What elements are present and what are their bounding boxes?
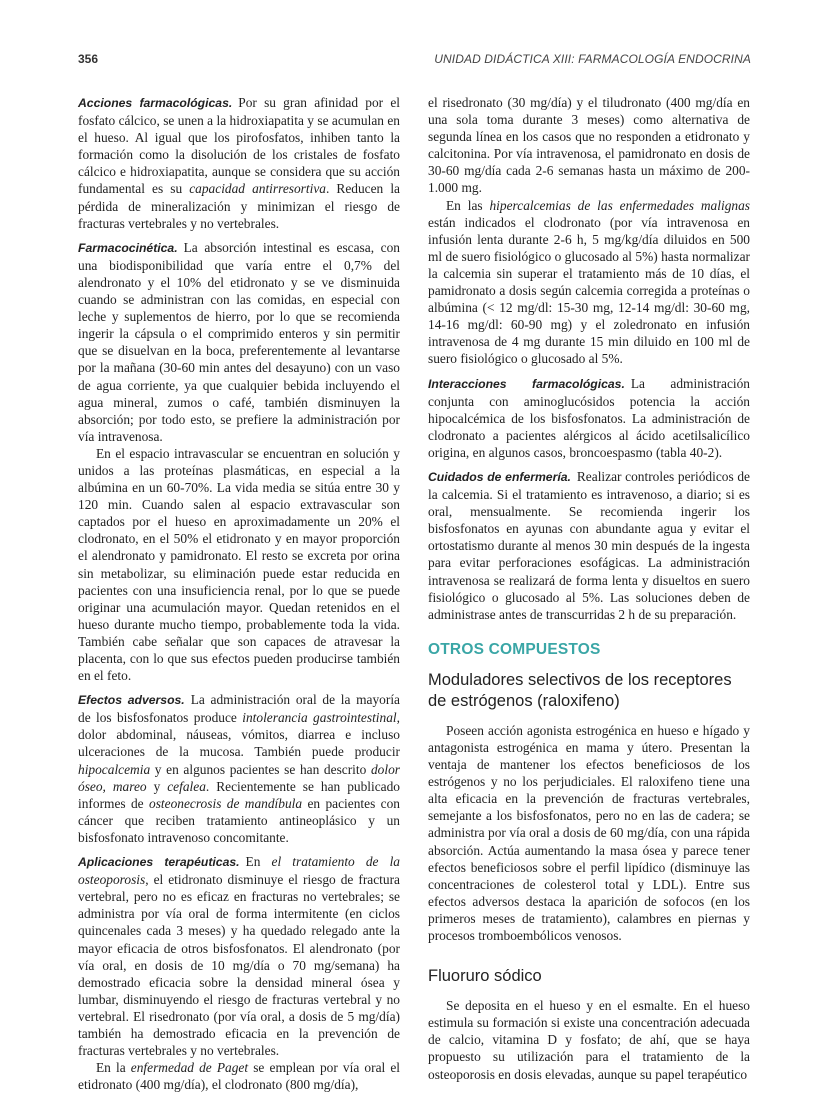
paragraph-fluoruro: Se deposita en el hueso y en el esmalte. En el hueso estimula su formación si existe una concentración adecuada de calcio, vitamina D y fosfato; de ahí, que se haya propuesto su utilización para el tratamiento de la osteoporosis en dosis elevadas, aunque su papel terapéutico [428,998,750,1082]
lead-interacciones: Interacciones farmacológicas. [428,376,625,391]
italic-text: intolerancia gastrointestinal [242,710,397,726]
paragraph-espacio: En el espacio intravascular se encuentran en solución y unidos a las proteínas plasmáticas, en especial a la albúmina en un 60-70%. La vida media se sitúa entre 30 y 120 min. Cuando salen al espacio extravascular son captados por el hueso en aproximadamente un 20% el clodronato, en el 50% el etidronato y en mayor proporción el alendronato y pamidronato. El resto se excreta por orina sin metabolizar, su eliminación puede estar reducida en pacientes con una insuficiencia renal, por lo que se puede originar una acumulación mayor. Quedan retenidos en el hueso durante mucho tiempo, probablemente toda la vida. También cabe señalar que son capaces de atravesar la placenta, con lo que sus efectos pueden producirse también en el feto. [78,445,400,684]
text: , dolor abdominal, náuseas, vómitos, diarrea e incluso ulceraciones de la mucosa. También puede producir [78,710,400,760]
italic-text: dolor óseo, mareo [78,761,400,794]
page-header [78,52,751,72]
italic-text: hipocalcemia [78,761,151,777]
paragraph-raloxifeno: Poseen acción agonista estrogénica en hueso e hígado y antagonista estrogénica en mama y útero. Presentan la ventaja de mantener los efectos beneficiosos de los estrógenos y no los perjudiciales. El raloxifeno tiene una alta eficacia en la prevención de fracturas vertebrales, semejante a los bisfosfonatos, pero no en las de cadera; se administra por vía oral a dosis de 60 mg/día, con una rápida absorción. Actúa aumentando la masa ósea y parece tener efectos beneficiosos sobre el perfil lipídico (disminuye las concentraciones de colesterol total y LDL). Entre sus efectos adversos destaca la aparición de sofocos (en los primeros meses de tratamiento), calambres en piernas y procesos tromboembólicos venosos. [428,722,750,944]
text: Por su gran afinidad por el fosfato cálcico, se unen a la hidroxiapatita y se acumulan en el hueso. Al igual que los pirofosfatos, inhiben tanto la formación como la disolución de los cristales de fosfato cálcico e hidroxiapatita, aunque se considera que su acción fundamental es su [78,95,400,197]
text: Realizar controles periódicos de la calcemia. Si el tratamiento es intravenoso, a diario; si es oral, mensualmente. Se recomienda ingerir los bisfosfonatos en ayunas con abundante agua y evitar el ortostatismo durante al menos 30 min después de la ingesta para evitar perforaciones esofágicas. La administración intravenosa se realizará de forma lenta y disueltos en suero fisiológico o glucosado al 5%. Las soluciones deben de administrase antes de transcurridas 2 h de su preparación. [428,468,750,622]
text: y en algunos pacientes se han descrito [150,761,371,777]
paragraph-hipercalcemias [428,197,750,368]
subsection-title-fluoruro: Fluoruro sódico [428,967,542,986]
italic-text: hipercalcemias de las enfermedades malignas [489,197,750,213]
italic-text: osteonecrosis de mandíbula [149,795,303,811]
paragraph-continuation: el risedronato (30 mg/día) y el tiludronato (400 mg/día en una sola toma durante 3 meses) como alternativa de segunda línea en los casos que no responden a etidronato y calcitonina. Por vía intravenosa, el pamidronato en dosis de 30-60 mg/día cada 2-6 semanas hasta un máximo de 200-1.000 mg. [428,95,750,196]
text: están indicados el clodronato (por vía intravenosa en infusión lenta durante 2-6 h, 5 mg/kg/día diluidos en 500 ml de suero fisiológico o glucosado al 5%) hasta normalizar la calcemia sin superar el tratamiento más de 10 días, el pamidronato a dosis según calcemia corregida a proteínas o albúmina (< 12 mg/dl: 15-30 mg, 12-14 mg/dl: 30-60 mg, 14-16 mg/dl: 60-90 mg) y el zoledronato en infusión intravenosa de 4 mg durante 15 min diluido en 100 ml de suero fisiológico o glucosado al 5%. [428,214,750,367]
paragraph-interacciones [428,375,750,461]
text: , el etidronato disminuye el riesgo de fractura vertebral, pero no es eficaz en fracturas no vertebrales; se administra por vía oral de forma intermitente (en ciclos quincenales cada 3 meses) y ha quedado relegado ante la mayor eficacia de otros bisfosfonatos. El alendronato (por vía oral, en dosis de 10 mg/día o 70 mg/semana) ha demostrado eficacia sobre la densidad mineral ósea y lumbar, disminuyendo el riesgo de fracturas vertebral y no vertebral. El risedronato (por vía oral, a dosis de 5 mg/día) también ha demostrado eficacia en la prevención de fracturas vertebrales y no vertebrales. [78,872,400,1059]
text: En [245,854,272,870]
text: La administración oral de la mayoría de los bisfosfonatos produce [78,692,400,726]
paragraph-acciones [78,94,400,232]
italic-text: capacidad antirresortiva [189,181,326,197]
paragraph-aplicaciones [78,853,400,1059]
text: se emplean por vía oral el etidronato (400 mg/día), el clodronato (800 mg/día), [78,1060,401,1093]
text: y [146,778,168,794]
page-number: 356 [78,52,99,66]
lead-acciones: Acciones farmacológicas. [78,96,233,110]
italic-text: el tratamiento de la osteoporosis [78,854,400,888]
lead-efectos: Efectos adversos. [78,693,185,708]
text: en pacientes con cáncer que reciben tratamiento antineoplásico y un bisfosfonato intravenoso concomitante. [78,795,400,845]
paragraph-cuidados [428,468,750,623]
lead-aplicaciones: Aplicaciones terapéuticas. [78,855,240,870]
left-column [78,94,400,1093]
text: . Reducen la pérdida de mineralización y minimizan el riesgo de fracturas vertebrales y no vertebrales. [78,181,400,231]
italic-text: enfermedad de Paget [130,1060,249,1076]
subsection-title-raloxifeno: Moduladores selectivos de los receptores de estrógenos (raloxifeno) [428,670,732,710]
text: La administración conjunta con aminoglucósidos potencia la acción hipocalcémica de los bisfosfonatos. La administración de clodronato a pacientes alérgicos al ácido acetilsalicílico origina, en algunos casos, broncoespasmo (tabla 40-2). [428,375,750,460]
paragraph-paget [78,1059,400,1093]
text: En la [96,1060,131,1076]
lead-farmacocinetica: Farmacocinética. [78,240,178,255]
italic-text: cefalea [167,778,206,794]
section-title: OTROS COMPUESTOS [428,640,601,658]
lead-cuidados: Cuidados de enfermería. [428,469,571,484]
text: La absorción intestinal es escasa, con una biodisponibilidad que varía entre el 0,7% del alendronato y el 10% del etidronato y se ve disminuida cuando se administran con las comidas, en especial con leche y suplementos de hierro, por lo que se recomienda ingerir la cápsula o el comprimido enteros y sin permitir que se disuelvan en la boca, preferentemente al levantarse por la mañana (30-60 min antes del desayuno) con un vaso de agua corriente, ya que cualquier bebida incluyendo el agua mineral, zumos o café, también disminuyen la absorción; por todo esto, se prefiere la administración por vía intravenosa. [78,239,400,444]
text: . Recientemente se han publicado informes de [78,778,400,811]
running-head: UNIDAD DIDÁCTICA XIII: FARMACOLOGÍA ENDOCRINA [434,52,751,66]
right-column [428,94,750,1083]
paragraph-efectos [78,691,400,846]
text: En las [446,197,490,213]
paragraph-farmacocinetica [78,239,400,445]
